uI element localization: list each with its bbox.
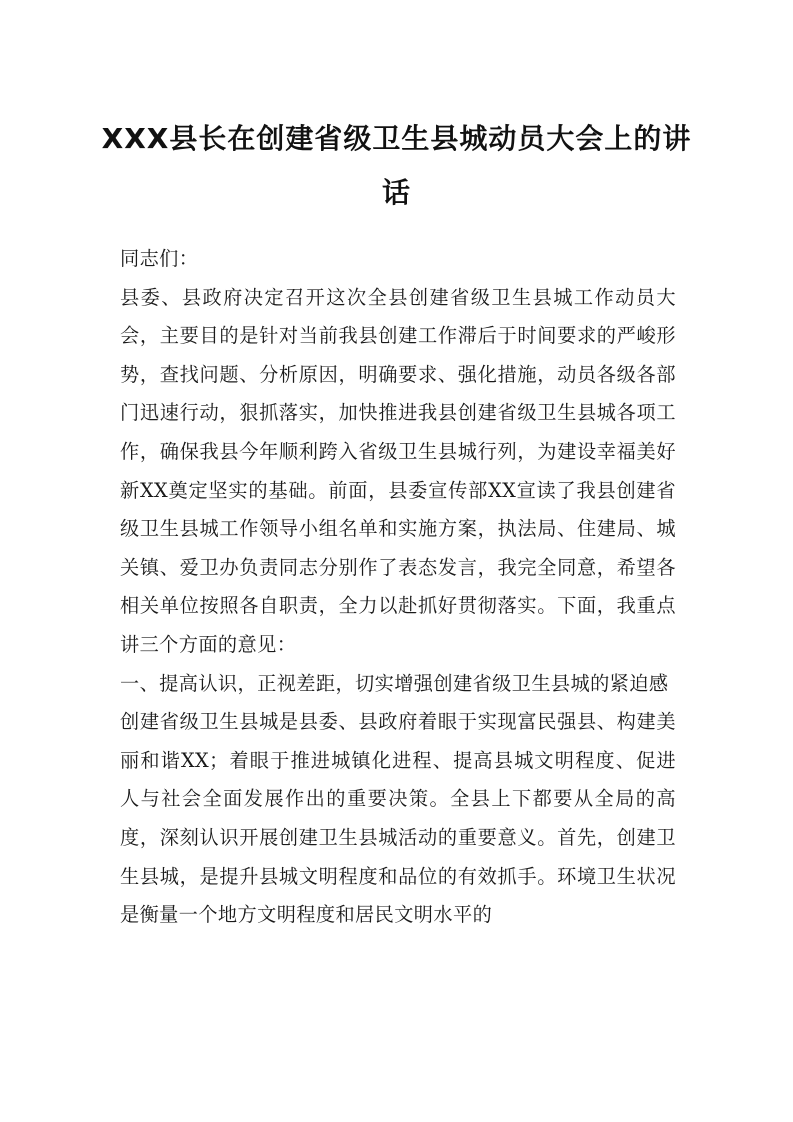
section-1-paragraph: 创建省级卫生县城是县委、县政府着眼于实现富民强县、构建美丽和谐XX；着眼于推进城镇化进程、提高县城文明程度、促进人与社会全面发展作出的重要决策。全县上下都要从全局的高度，深刻认识开展创建卫生县城活动的重要意义。首先，创建卫生县城，是提升县城文明程度和品位的有效抓手。环境卫生状况是衡量一个地方文明程度和居民文明水平的 bbox=[120, 710, 676, 927]
section-heading-1: 一、提高认识，正视差距，切实增强创建省级卫生县城的紧迫感 bbox=[120, 671, 669, 695]
salutation-paragraph: 同志们： bbox=[120, 247, 199, 270]
document-body bbox=[120, 240, 676, 935]
document-title: XXX县长在创建省级卫生县城动员大会上的讲话 bbox=[101, 122, 692, 209]
opening-paragraph: 县委、县政府决定召开这次全县创建省级卫生县城工作动员大会，主要目的是针对当前我县创建工作滞后于时间要求的严峻形势，查找问题、分析原因，明确要求、强化措施，动员各级各部门迅速行动，狠抓落实，加快推进我县创建省级卫生县城各项工作，确保我县今年顺利跨入省级卫生县城行列，为建设幸福美好新XX奠定坚实的基础。前面，县委宣传部XX宣读了我县创建省级卫生县城工作领导小组名单和实施方案，执法局、住建局、城关镇、爱卫办负责同志分别作了表态发言，我完全同意，希望各相关单位按照各自职责，全力以赴抓好贯彻落实。下面，我重点讲三个方面的意见： bbox=[120, 285, 676, 656]
